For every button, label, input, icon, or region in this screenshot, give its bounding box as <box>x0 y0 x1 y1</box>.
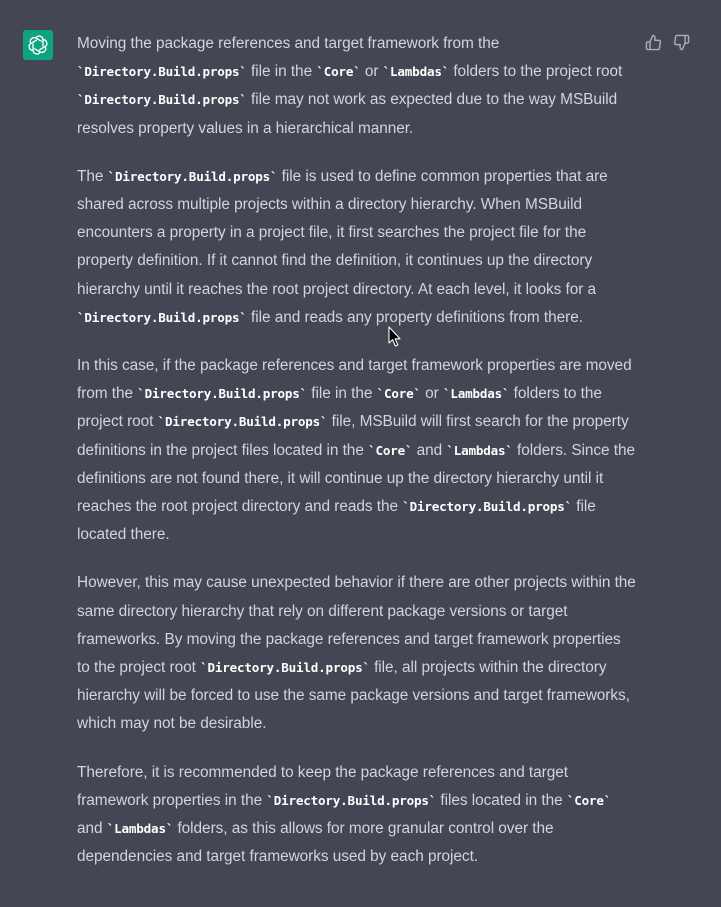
mouse-cursor-icon <box>388 326 402 348</box>
text-run: The <box>77 167 108 185</box>
inline-code: `Core` <box>368 442 413 458</box>
text-run: In this case, if the package references and target framework properties are moved from the <box>77 357 632 403</box>
inline-code: `Directory.Build.props` <box>77 92 247 108</box>
inline-code: `Directory.Build.props` <box>157 414 328 430</box>
paragraph-5 <box>77 759 637 872</box>
text-run: file is used to define common properties that are shared across multiple projects within a directory hierarchy. When MSBuild encounters a property in a project file, it first searches the project file for the property definition. If it cannot find the definition, it continues up the directory hierarchy until it reaches the root project directory. At each level, it looks for a <box>77 167 608 298</box>
text-run: file in the <box>246 63 317 81</box>
text-run: files located in the <box>436 791 567 809</box>
text-run: file located there. <box>77 498 596 544</box>
thumbs-down-icon <box>673 34 690 51</box>
inline-code: `Lambdas` <box>442 386 510 402</box>
text-run: folders. Since the definitions are not found there, it will continue up the directory hierarchy until it reaches the root project directory and reads the <box>77 441 636 516</box>
text-run: and <box>412 441 447 459</box>
text-run: However, this may cause unexpected behavior if there are other projects within the same directory hierarchy that rely on different package versions or target frameworks. By moving the package references and target framework properties to the project root <box>77 574 636 677</box>
inline-code: `Core` <box>566 792 612 808</box>
text-run: file may not work as expected due to the way MSBuild resolves property values in a hierarchical manner. <box>77 91 618 137</box>
text-run: file and reads any property definitions from there. <box>246 308 583 326</box>
text-run: folders, as this allows for more granular control over the dependencies and target frameworks used by each project. <box>77 820 554 866</box>
text-run: and <box>77 820 107 838</box>
inline-code: `Directory.Build.props` <box>402 499 573 515</box>
openai-logo-icon <box>23 30 53 60</box>
text-run: folders to the project root <box>449 63 623 81</box>
paragraph-4 <box>77 569 637 738</box>
text-run: Therefore, it is recommended to keep the package references and target framework properties in the <box>77 763 568 809</box>
inline-code: `Lambdas` <box>106 821 174 837</box>
inline-code: `Core` <box>376 386 421 402</box>
inline-code: `Directory.Build.props` <box>77 309 247 325</box>
inline-code: `Core` <box>316 64 361 80</box>
message-content <box>77 30 637 891</box>
text-run: Moving the package references and target framework from the <box>77 35 500 52</box>
inline-code: `Lambdas` <box>382 64 450 80</box>
inline-code: `Directory.Build.props` <box>107 168 278 184</box>
inline-code: `Directory.Build.props` <box>200 660 370 676</box>
inline-code: `Directory.Build.props` <box>137 386 308 402</box>
paragraph-3 <box>77 352 637 549</box>
text-run: or <box>360 63 383 81</box>
thumbs-up-button[interactable] <box>644 33 662 51</box>
thumbs-up-icon <box>645 34 662 51</box>
inline-code: `Directory.Build.props` <box>77 64 247 80</box>
text-run: file in the <box>307 385 377 403</box>
inline-code: `Directory.Build.props` <box>266 792 437 808</box>
text-run: file, MSBuild will first search for the property definitions in the project files located in the <box>77 413 629 459</box>
inline-code: `Lambdas` <box>446 442 513 458</box>
paragraph-2 <box>77 163 637 332</box>
text-run: file, all projects within the directory hierarchy will be forced to use the same package versions and target frameworks, which may not be desirable. <box>77 659 630 733</box>
paragraph-1 <box>77 30 637 143</box>
text-run: or <box>420 385 443 403</box>
text-run: folders to the project root <box>77 385 602 431</box>
feedback-controls <box>644 33 690 51</box>
thumbs-down-button[interactable] <box>672 33 690 51</box>
